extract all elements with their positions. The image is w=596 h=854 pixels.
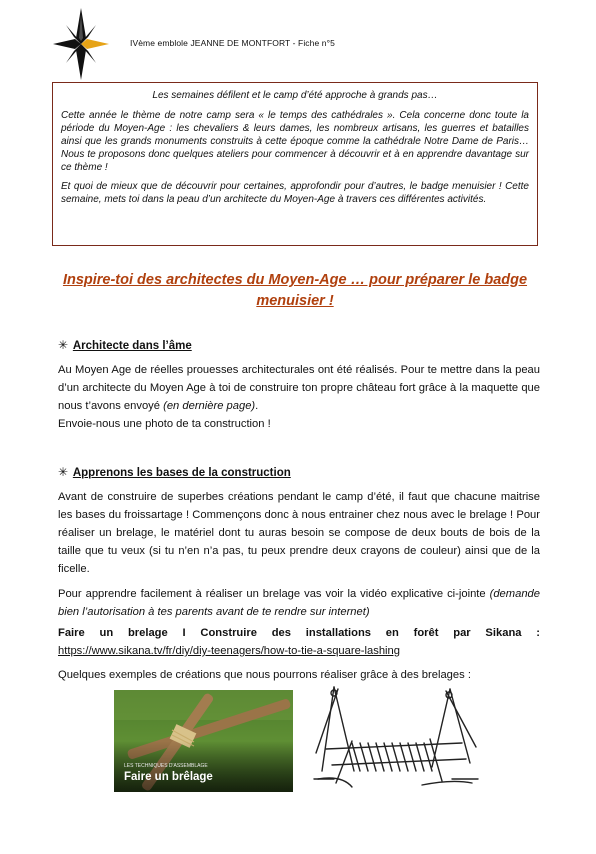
section2-paragraph-1: Avant de construire de superbes créations pendant le camp d’été, il faut que chacune maitrise les bases du froissartage ! Commençons donc à nous entrainer chez nous avec le brelage ! Pour réaliser un brelage, le matériel dont tu auras besoin se compose de deux bouts de bois de la taille que tu veux (si tu n’en n’a pas, tu peux prendre deux crayons de couleur) ainsi que de la ficelle.: [58, 491, 540, 575]
section2-paragraph-2-italic: (demande bien l’autorisation à tes parents avant de te rendre sur internet): [58, 588, 540, 618]
section-title-text: Apprenons les bases de la construction: [72, 467, 291, 479]
brelage-photo: [114, 690, 293, 792]
intro-paragraph-2: Et quoi de mieux que de découvrir pour certaines, approfondir pour d’autres, le badge menuisier ! Cette semaine, mets toi dans la peau d’un architecte du Moyen-Age à travers ces différentes activités.: [61, 181, 529, 205]
document-header: IVème emblole JEANNE DE MONTFORT - Fiche n°5: [130, 38, 335, 48]
section1-text-italic: (en dernière page): [163, 400, 256, 412]
examples-text: Quelques exemples de créations que nous pourrons réaliser grâce à des brelages :: [58, 669, 471, 681]
section-title-text: Architecte dans l’âme: [72, 340, 192, 352]
section2-paragraph-2: Pour apprendre facilement à réaliser un brelage vas voir la vidéo explicative ci-jointe: [58, 588, 490, 600]
section1-text-end: .: [255, 400, 259, 412]
section-title-architecte: [58, 338, 192, 352]
asterisk-star-icon: ✳: [58, 338, 69, 352]
video-link[interactable]: https://www.sikana.tv/fr/diy/diy-teenagers/how-to-tie-a-square-lashing: [58, 645, 400, 657]
section1-text: Au Moyen Age de réelles prouesses architecturales ont été réalisés. Pour te mettre dans la peau d’un architecte du Moyen Age à toi de construire ton propre château fort grâce à la maquette que nous t’avons envoyé: [58, 364, 540, 412]
section-bases-body: [58, 488, 540, 691]
photo-small-caption: LES TECHNIQUES D'ASSEMBLAGE: [124, 763, 208, 769]
section-title-bases: [58, 465, 291, 479]
photo-caption: Faire un brêlage: [124, 771, 213, 783]
lashed-table-drawing: [312, 683, 480, 795]
compass-star-logo: [53, 8, 109, 80]
intro-line: Les semaines défilent et le camp d’été approche à grands pas…: [152, 90, 438, 101]
page-headline: Inspire-toi des architectes du Moyen-Age … pour préparer le badge menuisier !: [62, 272, 528, 309]
asterisk-star-icon: ✳: [58, 465, 69, 479]
video-title: Faire un brelage I Construire des installations en forêt par Sikana :: [58, 627, 540, 639]
section1-text-2: Envoie-nous une photo de ta construction !: [58, 418, 271, 430]
section-architecte-body: [58, 361, 540, 433]
intro-box: [52, 82, 538, 246]
intro-paragraph-1: Cette année le thème de notre camp sera « le temps des cathédrales ». Cela concerne donc toute la période du Moyen-Age : les chevaliers & leurs dames, les nombreux artisans, les guerres et batailles ainsi que les grands monuments construits à cette époque comme la cathédrale Notre Dame de Paris… Nous te proposons donc quelques ateliers pour commencer à découvrir et à en apprendre davantage sur ce thème !: [61, 110, 529, 173]
